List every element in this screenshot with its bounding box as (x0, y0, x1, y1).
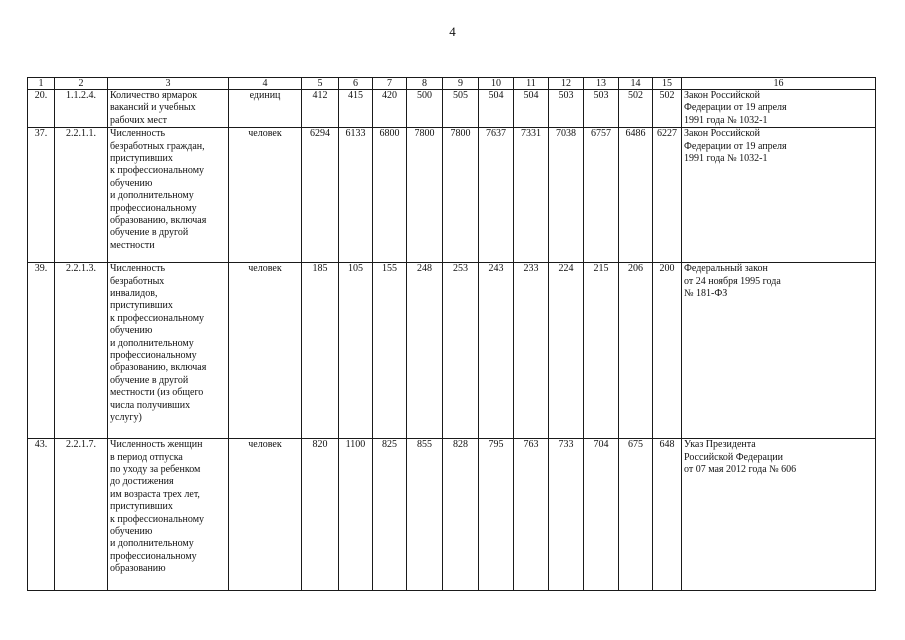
legal-basis (682, 263, 876, 439)
unit-of-measure: человек (229, 263, 302, 439)
indicator-name-line: и дополнительному (110, 337, 194, 349)
legal-basis-line: 1991 года № 1032-1 (684, 114, 768, 126)
row-number: 43. (28, 439, 55, 591)
value-cell: 243 (479, 263, 514, 439)
column-header: 13 (584, 78, 619, 90)
indicator-name-line: Численность (110, 263, 166, 275)
column-header: 9 (443, 78, 479, 90)
value-cell: 6800 (373, 128, 407, 263)
indicator-name-line: обучению (110, 177, 153, 189)
indicator-name-line: Количество ярмарок (110, 90, 198, 101)
value-cell: 504 (479, 90, 514, 128)
indicator-name-line: обучение в другой (110, 374, 189, 386)
indicator-name-line: числа получивших (110, 399, 191, 411)
value-cell: 648 (653, 439, 682, 591)
unit-of-measure: единиц (229, 90, 302, 128)
indicator-name-line: им возраста трех лет, (110, 488, 200, 500)
legal-basis-line: Федерации от 19 апреля (684, 102, 787, 114)
value-cell: 105 (339, 263, 373, 439)
value-cell: 763 (514, 439, 549, 591)
indicator-name-line: рабочих мест (110, 114, 167, 126)
column-header: 11 (514, 78, 549, 90)
legal-basis-line: Закон Российской (684, 128, 760, 140)
indicator-name-line: в период отпуска (110, 451, 183, 463)
column-header: 16 (682, 78, 876, 90)
table-row (28, 439, 876, 591)
value-cell: 795 (479, 439, 514, 591)
indicator-name-line: образованию (110, 563, 166, 575)
indicator-name-line: Численность женщин (110, 439, 203, 451)
indicator-name-line: местности (110, 239, 155, 251)
indicator-name-line: профессиональному (110, 350, 197, 362)
value-cell: 503 (584, 90, 619, 128)
table-header-row (28, 78, 876, 90)
table-row (28, 90, 876, 128)
indicator-code: 1.1.2.4. (55, 90, 108, 128)
indicator-name-line: к профессиональному (110, 513, 205, 525)
indicator-name (108, 128, 229, 263)
row-number: 39. (28, 263, 55, 439)
value-cell: 215 (584, 263, 619, 439)
value-cell: 7331 (514, 128, 549, 263)
value-cell: 825 (373, 439, 407, 591)
value-cell: 420 (373, 90, 407, 128)
column-header: 12 (549, 78, 584, 90)
value-cell: 500 (407, 90, 443, 128)
value-cell: 502 (653, 90, 682, 128)
legal-basis-line: Указ Президента (684, 439, 756, 451)
legal-basis-line: от 24 ноября 1995 года (684, 275, 781, 287)
indicator-code: 2.2.1.3. (55, 263, 108, 439)
value-cell: 504 (514, 90, 549, 128)
data-table (27, 77, 876, 591)
indicator-name-line: по уходу за ребенком (110, 464, 201, 476)
indicator-name-line: безработных граждан, (110, 140, 205, 152)
value-cell: 155 (373, 263, 407, 439)
value-cell: 6227 (653, 128, 682, 263)
indicator-name-line: вакансий и учебных (110, 102, 196, 114)
value-cell: 412 (302, 90, 339, 128)
legal-basis-line: Закон Российской (684, 90, 760, 101)
indicator-name-line: Численность (110, 128, 166, 140)
indicator-name-line: образованию, включая (110, 362, 207, 374)
legal-basis (682, 90, 876, 128)
row-number: 20. (28, 90, 55, 128)
value-cell: 503 (549, 90, 584, 128)
legal-basis-line: от 07 мая 2012 года № 606 (684, 464, 797, 476)
indicator-name (108, 263, 229, 439)
value-cell: 7800 (443, 128, 479, 263)
value-cell: 704 (584, 439, 619, 591)
indicator-code: 2.2.1.1. (55, 128, 108, 263)
indicator-name-line: приступивших (110, 153, 173, 165)
column-header: 3 (108, 78, 229, 90)
value-cell: 820 (302, 439, 339, 591)
value-cell: 248 (407, 263, 443, 439)
value-cell: 6757 (584, 128, 619, 263)
row-number: 37. (28, 128, 55, 263)
value-cell: 415 (339, 90, 373, 128)
value-cell: 1100 (339, 439, 373, 591)
value-cell: 7038 (549, 128, 584, 263)
unit-of-measure: человек (229, 128, 302, 263)
indicator-name-line: образованию, включая (110, 215, 207, 227)
indicator-name (108, 90, 229, 128)
value-cell: 7637 (479, 128, 514, 263)
indicator-name-line: услугу) (110, 412, 142, 424)
table-row (28, 128, 876, 263)
indicator-name-line: профессиональному (110, 550, 197, 562)
column-header: 7 (373, 78, 407, 90)
table-row (28, 263, 876, 439)
indicator-name-line: к профессиональному (110, 165, 205, 177)
column-header: 15 (653, 78, 682, 90)
indicator-name (108, 439, 229, 591)
column-header: 10 (479, 78, 514, 90)
indicator-name-line: приступивших (110, 501, 173, 513)
legal-basis-line: Федеральный закон (684, 263, 768, 275)
value-cell: 6133 (339, 128, 373, 263)
indicator-name-line: обучение в другой (110, 227, 189, 239)
legal-basis (682, 128, 876, 263)
column-header: 6 (339, 78, 373, 90)
value-cell: 502 (619, 90, 653, 128)
indicator-name-line: местности (из общего (110, 387, 204, 399)
indicator-code: 2.2.1.7. (55, 439, 108, 591)
column-header: 1 (28, 78, 55, 90)
unit-of-measure: человек (229, 439, 302, 591)
value-cell: 6486 (619, 128, 653, 263)
page-number: 4 (449, 24, 456, 39)
column-header: 14 (619, 78, 653, 90)
value-cell: 505 (443, 90, 479, 128)
indicator-name-line: обучению (110, 325, 153, 337)
legal-basis (682, 439, 876, 591)
indicator-name-line: до достижения (110, 476, 174, 488)
value-cell: 675 (619, 439, 653, 591)
column-header: 8 (407, 78, 443, 90)
column-header: 2 (55, 78, 108, 90)
column-header: 4 (229, 78, 302, 90)
indicator-name-line: и дополнительному (110, 190, 194, 202)
indicator-name-line: к профессиональному (110, 312, 205, 324)
legal-basis-line: Федерации от 19 апреля (684, 140, 787, 152)
legal-basis-line: № 181-ФЗ (684, 288, 728, 300)
indicator-name-line: инвалидов, (110, 288, 158, 300)
value-cell: 206 (619, 263, 653, 439)
value-cell: 733 (549, 439, 584, 591)
value-cell: 233 (514, 263, 549, 439)
indicator-name-line: и дополнительному (110, 538, 194, 550)
column-header: 5 (302, 78, 339, 90)
indicator-name-line: приступивших (110, 300, 173, 312)
value-cell: 200 (653, 263, 682, 439)
legal-basis-line: Российской Федерации (684, 451, 784, 463)
indicator-name-line: обучению (110, 526, 153, 538)
value-cell: 185 (302, 263, 339, 439)
value-cell: 6294 (302, 128, 339, 263)
indicator-name-line: профессиональному (110, 202, 197, 214)
value-cell: 828 (443, 439, 479, 591)
indicator-name-line: безработных (110, 275, 165, 287)
value-cell: 7800 (407, 128, 443, 263)
legal-basis-line: 1991 года № 1032-1 (684, 153, 768, 165)
value-cell: 855 (407, 439, 443, 591)
value-cell: 224 (549, 263, 584, 439)
value-cell: 253 (443, 263, 479, 439)
